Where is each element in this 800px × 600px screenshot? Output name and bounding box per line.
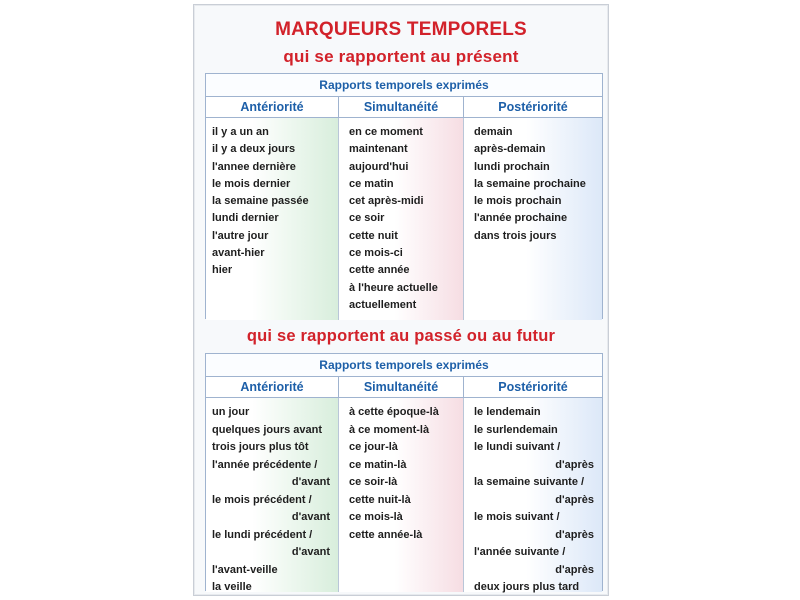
column-header-anteriorite: Antériorité — [206, 97, 339, 117]
poster — [193, 4, 609, 596]
list-item: la semaine prochaine — [474, 177, 586, 190]
list-item: la semaine suivante / — [474, 476, 585, 488]
list-item: en ce moment — [349, 126, 423, 138]
list-item-continuation: d'après — [555, 493, 594, 506]
list-item: maintenant — [349, 143, 408, 156]
section-title-past-future: qui se rapportent au passé ou au futur — [246, 327, 556, 345]
list-item: un jour — [212, 406, 250, 418]
past-future-table-header: Rapports temporels exprimés — [206, 354, 602, 377]
list-item: la veille — [212, 581, 252, 593]
list-item: ce jour-là — [349, 441, 398, 453]
list-item: cet après-midi — [349, 195, 424, 208]
list-item: à l'heure actuelle — [349, 281, 438, 294]
past-future-table — [205, 353, 603, 591]
list-item: la semaine passée — [212, 195, 309, 208]
past-future-simultaneite-column — [339, 398, 464, 592]
poster-title: MARQUEURS TEMPORELS — [275, 19, 527, 40]
list-item: l'année précédente / — [212, 458, 318, 471]
list-item: lundi dernier — [212, 212, 279, 225]
list-item: actuellement — [349, 298, 417, 311]
list-item: demain — [474, 126, 513, 138]
column-header-anteriorite: Antériorité — [206, 377, 339, 397]
list-item-continuation: d'après — [555, 458, 594, 471]
list-item: ce matin-là — [349, 458, 407, 471]
list-item: hier — [212, 264, 233, 277]
list-item: le lundi précédent / — [212, 528, 313, 541]
present-table-header: Rapports temporels exprimés — [206, 74, 602, 97]
present-posteriorite-column — [464, 118, 602, 320]
past-future-posteriorite-column — [464, 398, 602, 592]
list-item: cette nuit — [349, 229, 398, 242]
column-header-simultaneite: Simultanéité — [339, 377, 464, 397]
list-item: cette année-là — [349, 528, 423, 541]
list-item: le mois précédent / — [212, 493, 312, 506]
list-item: le lendemain — [474, 406, 541, 418]
list-item: dans trois jours — [474, 229, 557, 242]
list-item: après-demain — [474, 143, 546, 156]
present-table — [205, 73, 603, 319]
present-anteriorite-column — [206, 118, 339, 320]
list-item: aujourd'hui — [349, 160, 409, 173]
list-item: l'autre jour — [212, 229, 269, 242]
list-item: il y a deux jours — [212, 143, 296, 156]
list-item: cette nuit-là — [349, 493, 411, 506]
list-item: à ce moment-là — [349, 423, 430, 436]
list-item: lundi prochain — [474, 160, 550, 173]
list-item: ce soir — [349, 212, 385, 225]
list-item: trois jours plus tôt — [212, 441, 309, 453]
list-item: le mois prochain — [474, 195, 562, 208]
list-item-continuation: d'avant — [291, 511, 330, 523]
list-item: ce mois-ci — [349, 247, 403, 260]
list-item-continuation: d'avant — [291, 476, 330, 488]
present-simultaneite-column — [339, 118, 464, 320]
list-item: cette année — [349, 264, 410, 277]
list-item: l'annee dernière — [212, 160, 296, 173]
list-item: il y a un an — [212, 126, 269, 138]
list-item: le lundi suivant / — [474, 441, 561, 453]
list-item: ce mois-là — [349, 511, 403, 523]
list-item: l'année prochaine — [474, 212, 568, 225]
column-header-posteriorite: Postériorité — [498, 100, 568, 114]
list-item: le mois dernier — [212, 177, 291, 190]
list-item-continuation: d'avant — [291, 546, 330, 558]
list-item: ce soir-là — [349, 476, 398, 488]
present-column-headers — [206, 97, 602, 118]
list-item: quelques jours avant — [212, 423, 323, 436]
list-item: le surlendemain — [474, 423, 558, 436]
past-future-anteriorite-column — [206, 398, 339, 592]
list-item: ce matin — [349, 177, 394, 190]
list-item: le mois suivant / — [474, 511, 560, 523]
list-item: à cette époque-là — [349, 406, 439, 418]
past-future-column-headers — [206, 377, 602, 398]
list-item: l'année suivante / — [474, 546, 566, 558]
list-item-continuation: d'après — [555, 528, 594, 541]
list-item: avant-hier — [212, 247, 265, 260]
list-item: l'avant-veille — [212, 563, 278, 576]
list-item: deux jours plus tard — [474, 581, 580, 593]
section-title-present: qui se rapportent au présent — [283, 47, 519, 66]
column-header-posteriorite: Postériorité — [498, 380, 568, 394]
column-header-simultaneite: Simultanéité — [339, 97, 464, 117]
list-item-continuation: d'après — [555, 563, 594, 576]
